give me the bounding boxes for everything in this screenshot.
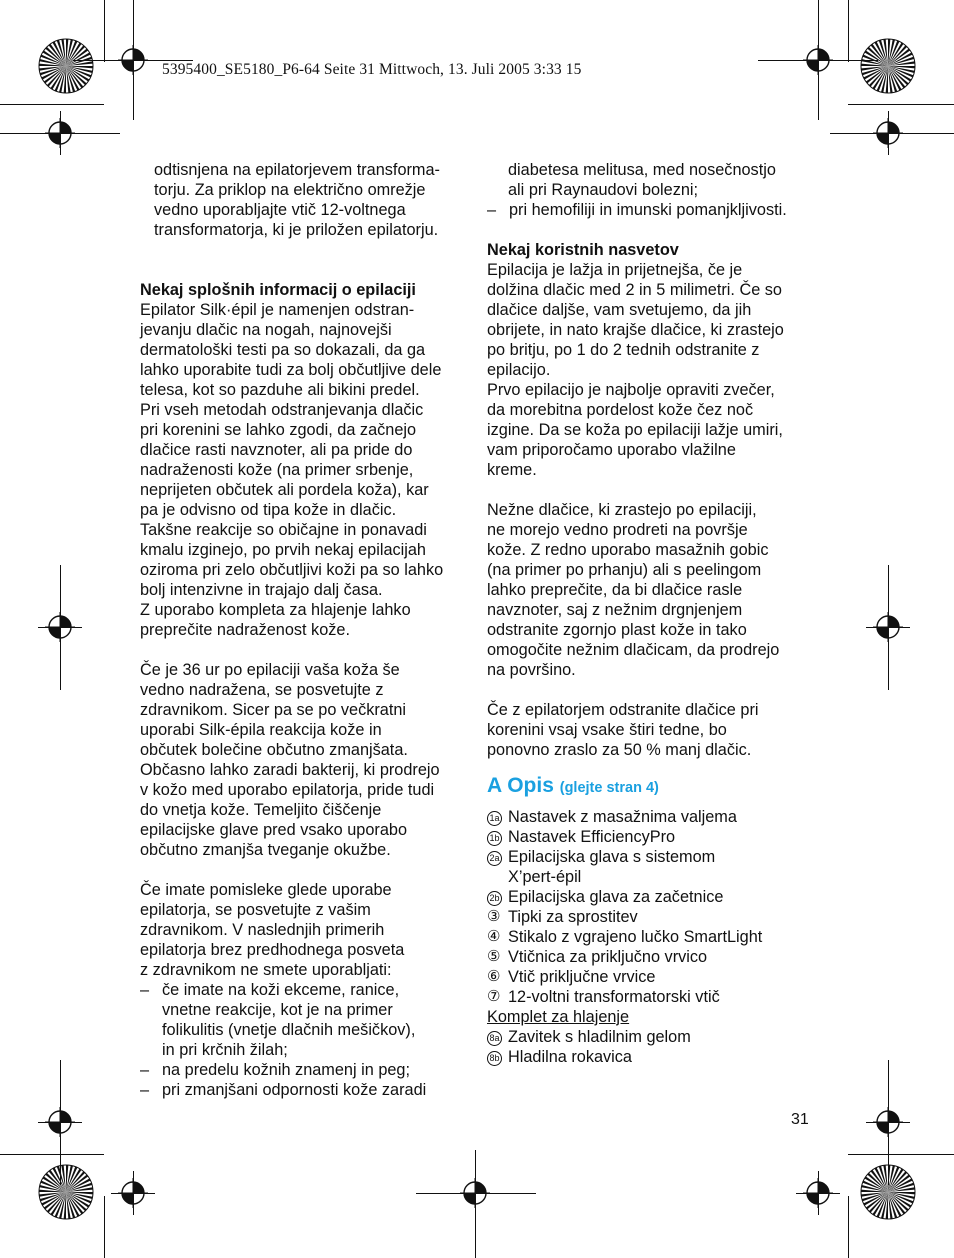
text-line: jevanju dlačic na nogah, najnovejši (140, 321, 392, 339)
crop-mark-line (475, 1150, 476, 1258)
item-text: Zavitek s hladilnim gelom (508, 1028, 691, 1046)
text-line: telesa, kot so pazduhe ali bikini predel. (140, 381, 420, 399)
item-text: Epilacijska glava za začetnice (508, 888, 724, 906)
item-text: X’pert-épil (508, 868, 582, 886)
crop-mark-line (848, 104, 954, 105)
text-line: bolj intenzivne in trajajo dalj časa. (140, 581, 383, 599)
crop-mark-line (888, 565, 889, 690)
crop-mark-line (60, 1060, 61, 1185)
list-item (487, 967, 817, 987)
list-item (487, 1047, 817, 1067)
text-line: vedno nadražena, se posvetujte z (140, 681, 384, 699)
text-line: pri korenini se lahko zgodi, da začnejo (140, 421, 417, 439)
text-line: preprečite nadraženost kože. (140, 621, 350, 639)
consult-doctor-paragraph (140, 880, 470, 980)
item-text: Stikalo z vgrajeno lučko SmartLight (508, 928, 763, 946)
print-header: 5395400_SE5180_P6-64 Seite 31 Mittwoch, 13. Juli 2005 3:33 15 (162, 61, 582, 78)
text-line: uporabi Silk-épila reakcija kože in (140, 721, 382, 739)
text-line: Prvo epilacijo je najbolje opraviti zvečer, (487, 381, 775, 399)
text-line: lahko uporabite tudi za bolj občutljive dele (140, 361, 442, 379)
starburst-mark-icon (38, 1164, 94, 1220)
list-item (487, 987, 817, 1007)
crop-mark-line (830, 133, 954, 134)
text-line: epilacijske glave pred vsako uporabo (140, 821, 407, 839)
tips-paragraph (487, 260, 817, 480)
item-number: 8b (487, 1047, 502, 1067)
text-line: obrijete, in nato krajše dlačice, ki zrastejo (487, 321, 784, 339)
item-number: ④ (487, 928, 501, 945)
text-line: kože. Z redno uporabo masažnih gobic (487, 541, 769, 559)
contraindication-item-1 (140, 980, 470, 1060)
heading-general-info: Nekaj splošnih informacij o epilaciji (140, 281, 416, 299)
crop-mark-line (848, 1154, 954, 1155)
text-line: občutek bolečine občutno zmanjšata. (140, 741, 408, 759)
text-line: korenini vsaj vsake štiri tedne, bo (487, 721, 727, 739)
contraindication-item-2: – na predelu kožnih znamenj in peg; (140, 1060, 470, 1080)
item-number: ⑦ (487, 988, 501, 1005)
text-line: epilatorja brez predhodnega posveta (140, 941, 405, 959)
crop-mark-line (104, 0, 105, 62)
item-text: Nastavek EfficiencyPro (508, 828, 676, 846)
starburst-mark-icon (860, 38, 916, 94)
item-number: ⑥ (487, 968, 501, 985)
text-line: izgine. Da se koža po epilaciji lažje umiri, (487, 421, 783, 439)
crop-mark-line (848, 0, 849, 62)
text-line: Takšne reakcije so običajne in ponavadi (140, 521, 427, 539)
text-line: Če imate pomisleke glede uporabe (140, 881, 392, 899)
crop-mark-line (0, 104, 104, 105)
text-line: ponovno zraslo za 50 % manj dlačic. (487, 741, 752, 759)
text-line: vnetne reakcije, kot je na primer (162, 1001, 393, 1019)
text-line: Epilator Silk·épil je namenjen odstran- (140, 301, 415, 319)
text-line: dlačice rasti navznoter, ali pa pride do (140, 441, 413, 459)
contraindication-continued (487, 160, 817, 200)
contraindication-item-4: – pri hemofiliji in imunski pomanjkljivosti. (487, 200, 817, 220)
text-line: vam priporočamo uporabo vlažilne (487, 441, 736, 459)
crop-mark-line (416, 1193, 536, 1194)
text-line: kreme. (487, 461, 537, 479)
list-item (487, 1027, 817, 1047)
text-line: dlačice daljše, vam svetujemo, da jih (487, 301, 752, 319)
text-line: da morebitna pordelost kože čez noč (487, 401, 754, 419)
text-line: zdravnikom. Sicer pa se po večkratni (140, 701, 407, 719)
text-line: transformatorja, ki je priložen epilatorju. (154, 221, 439, 239)
text-line: po britju, po 1 do 2 tednih odstranite z (487, 341, 760, 359)
list-item (487, 847, 817, 867)
crop-mark-line (0, 133, 120, 134)
text-line: nadraženosti kože (na primer srbenje, (140, 461, 414, 479)
contraindication-item-3: – pri zmanjšani odpornosti kože zaradi (140, 1080, 470, 1100)
right-column (487, 160, 817, 1067)
left-column (140, 160, 470, 1100)
section-title-reference: (glejte stran 4) (559, 780, 659, 796)
text-line: neprijeten občutek ali pordela koža), kar (140, 481, 429, 499)
text-line: vedno uporabljajte vtič 12-voltnega (154, 201, 406, 219)
text-line: in pri krčnih žilah; (162, 1041, 288, 1059)
text-line: odtisnjena na epilatorjevem transforma- (154, 161, 440, 179)
item-number: 1a (487, 807, 502, 827)
frequency-paragraph (487, 700, 817, 760)
text-line: navznoter, saj z nežnim drgnjenjem (487, 601, 743, 619)
text-line: ali pri Raynaudovi bolezni; (508, 181, 699, 199)
text-line: lahko preprečite, da bi dlačice rasle (487, 581, 743, 599)
item-text: Vtičnica za priključno vrvico (508, 948, 708, 966)
crop-mark-line (0, 1154, 104, 1155)
list-item (487, 867, 817, 887)
list-item (487, 827, 817, 847)
ingrown-hair-paragraph (487, 500, 817, 680)
registration-target-icon (803, 1178, 833, 1208)
general-info-paragraph (140, 300, 470, 640)
section-title-main: A Opis (487, 774, 554, 797)
list-item (487, 947, 817, 967)
text-line: Če je 36 ur po epilaciji vaša koža še (140, 661, 400, 679)
item-text: 12-voltni transformatorski vtič (508, 988, 720, 1006)
text-line: – če imate na koži ekceme, ranice, (162, 981, 400, 999)
text-line: Nežne dlačice, ki zrastejo po epilaciji, (487, 501, 757, 519)
text-line: ne morejo vedno prodreti na površje (487, 521, 748, 539)
text-line: epilacijo. (487, 361, 551, 379)
text-line: kmalu izginejo, po prvih nekaj epilacijah (140, 541, 426, 559)
crop-mark-line (818, 0, 819, 120)
text-line: Če z epilatorjem odstranite dlačice pri (487, 701, 759, 719)
text-line: Epilacija je lažja in prijetnejša, če je (487, 261, 743, 279)
cooling-kit-label: Komplet za hlajenje (487, 1008, 630, 1026)
text-line: pa je odvisno od tipa kože in dlačic. (140, 501, 397, 519)
text-line: zdravnikom. V naslednjih primerih (140, 921, 385, 939)
crop-mark-line (848, 1196, 849, 1258)
text-line: (na primer po prhanju) ali s peelingom (487, 561, 762, 579)
crop-mark-line (888, 1060, 889, 1185)
list-item (487, 807, 817, 827)
item-text: Tipki za sprostitev (508, 908, 638, 926)
cooling-kit-list (487, 1027, 817, 1067)
item-number: 8a (487, 1027, 502, 1047)
starburst-mark-icon (38, 38, 94, 94)
text-line: folikulitis (vnetje dlačnih mešičkov), (162, 1021, 416, 1039)
text-line: v kožo med uporabo epilatorja, pride tudi (140, 781, 435, 799)
item-number: ⑤ (487, 948, 501, 965)
item-number: 2a (487, 847, 502, 867)
text-line: Občasno lahko zaradi bakterij, ki prodrejo (140, 761, 440, 779)
text-line: do vnetja kože. Temeljito čiščenje (140, 801, 382, 819)
section-title (487, 773, 817, 801)
item-text: Vtič priključne vrvice (508, 968, 656, 986)
text-line: omogočite nežnim dlačicam, da prodrejo (487, 641, 780, 659)
item-number: 1b (487, 827, 502, 847)
text-line: občutno zmanjša tveganje okužbe. (140, 841, 391, 859)
text-line: torju. Za priklop na električno omrežje (154, 181, 426, 199)
item-text: Hladilna rokavica (508, 1048, 632, 1066)
text-line: dermatološki testi pa so dokazali, da ga (140, 341, 426, 359)
list-item (487, 887, 817, 907)
list-item (487, 907, 817, 927)
registration-target-icon (118, 1178, 148, 1208)
item-number: ③ (487, 908, 501, 925)
item-text: Epilacijska glava s sistemom (508, 848, 716, 866)
text-line: dolžina dlačic med 2 in 5 milimetri. Če so (487, 281, 782, 299)
left-intro-paragraph (140, 160, 470, 240)
heading-useful-tips: Nekaj koristnih nasvetov (487, 241, 679, 259)
item-number: 2b (487, 887, 502, 907)
item-text: Nastavek z masažnima valjema (508, 808, 737, 826)
text-line: na površino. (487, 661, 576, 679)
crop-mark-line (60, 565, 61, 690)
text-line: Z uporabo kompleta za hlajenje lahko (140, 601, 411, 619)
list-item (487, 927, 817, 947)
text-line: diabetesa melitusa, med nosečnostjo (508, 161, 776, 179)
parts-list (487, 807, 817, 1007)
text-line: z zdravnikom ne smete uporabljati: (140, 961, 392, 979)
text-line: epilatorja, se posvetujte z vašim (140, 901, 371, 919)
text-line: odstranite zgornjo plast kože in tako (487, 621, 747, 639)
crop-mark-line (133, 0, 134, 120)
crop-mark-line (104, 1196, 105, 1258)
page-number: 31 (791, 1111, 809, 1128)
text-line: oziroma pri zelo občutljivi koži pa so lahko (140, 561, 444, 579)
text-line: Pri vseh metodah odstranjevanja dlačic (140, 401, 424, 419)
irritation-paragraph (140, 660, 470, 860)
